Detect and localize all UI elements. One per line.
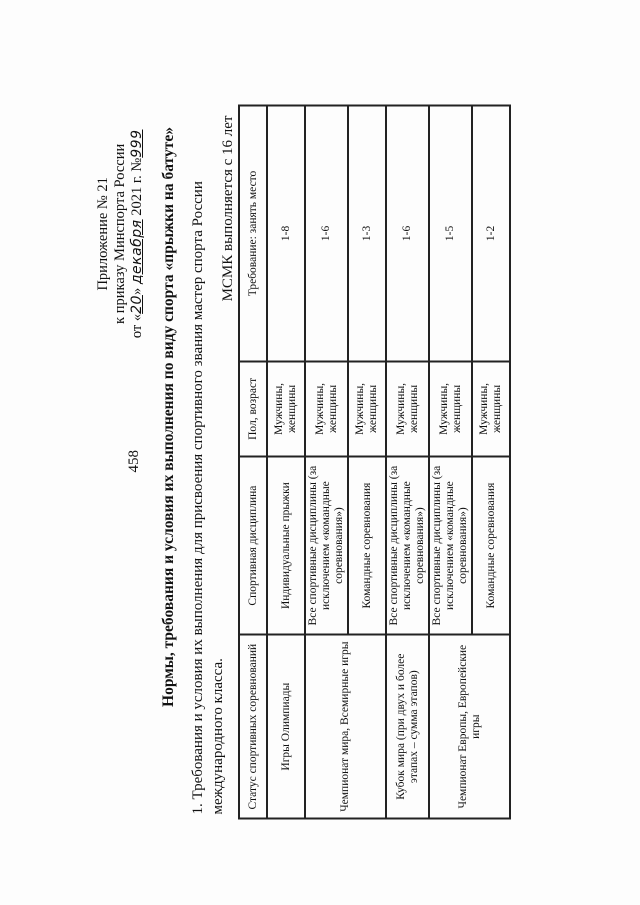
cell-discipline: Командные соревнования <box>348 456 386 635</box>
handwritten-day: 20 <box>129 295 145 314</box>
header-gender: Пол, возраст <box>239 361 267 456</box>
section-heading-line2: международного класса. <box>210 658 226 815</box>
cell-discipline: Командные соревнования <box>472 456 510 635</box>
handwritten-number: 999 <box>129 129 145 158</box>
appendix-date-mid: » <box>129 287 145 296</box>
cell-place: 1-6 <box>305 106 348 362</box>
cell-status: Игры Олимпиады <box>267 635 305 819</box>
cell-discipline: Все спортивные дисциплины (за исключением «командные соревнования») <box>429 456 472 635</box>
requirements-table <box>238 105 511 820</box>
cell-status: Чемпионат мира, Всемирные игры <box>305 635 386 819</box>
cell-gender: Мужчины, женщины <box>429 361 472 456</box>
page-number: 458 <box>126 450 142 473</box>
cell-place: 1-3 <box>348 106 386 362</box>
appendix-date-prefix: от « <box>129 313 145 339</box>
cell-gender: Мужчины, женщины <box>305 361 348 456</box>
cell-place: 1-5 <box>429 106 472 362</box>
handwritten-month: декабря <box>129 219 145 285</box>
cell-place: 1-8 <box>267 106 305 362</box>
cell-discipline: Все спортивные дисциплины (за исключением «командные соревнования») <box>386 456 429 635</box>
cell-place: 1-2 <box>472 106 510 362</box>
table-row <box>386 106 429 819</box>
cell-gender: Мужчины, женщины <box>267 361 305 456</box>
table-row <box>429 106 472 819</box>
table-header-row <box>239 106 267 819</box>
cell-gender: Мужчины, женщины <box>386 361 429 456</box>
appendix-line3 <box>129 130 146 339</box>
document-title: Нормы, требования и условия их выполнения по виду спорта «прыжки на батуте» <box>160 127 177 707</box>
appendix-line1: Приложение № 21 <box>95 177 111 291</box>
age-note: МСМК выполняется с 16 лет <box>220 115 236 302</box>
table-row <box>305 106 348 819</box>
cell-gender: Мужчины, женщины <box>472 361 510 456</box>
header-place: Требование: занять место <box>239 106 267 362</box>
appendix-header <box>95 130 146 339</box>
appendix-year: 2021 г. № <box>129 157 145 216</box>
cell-status: Кубок мира (при двух и более этапах – сумма этапов) <box>386 635 429 819</box>
header-status: Статус спортивных соревнований <box>239 635 267 819</box>
cell-status: Чемпионат Европы, Европейские игры <box>429 635 510 819</box>
cell-discipline: Все спортивные дисциплины (за исключением «командные соревнования») <box>305 456 348 635</box>
header-discipline: Спортивная дисциплина <box>239 456 267 635</box>
cell-place: 1-6 <box>386 106 429 362</box>
appendix-line2: к приказу Минспорта России <box>112 143 128 324</box>
cell-discipline: Индивидуальные прыжки <box>267 456 305 635</box>
section-heading-line1: 1. Требования и условия их выполнения для присвоения спортивного звания мастер спорта России <box>190 181 206 815</box>
table-row <box>267 106 305 819</box>
cell-gender: Мужчины, женщины <box>348 361 386 456</box>
